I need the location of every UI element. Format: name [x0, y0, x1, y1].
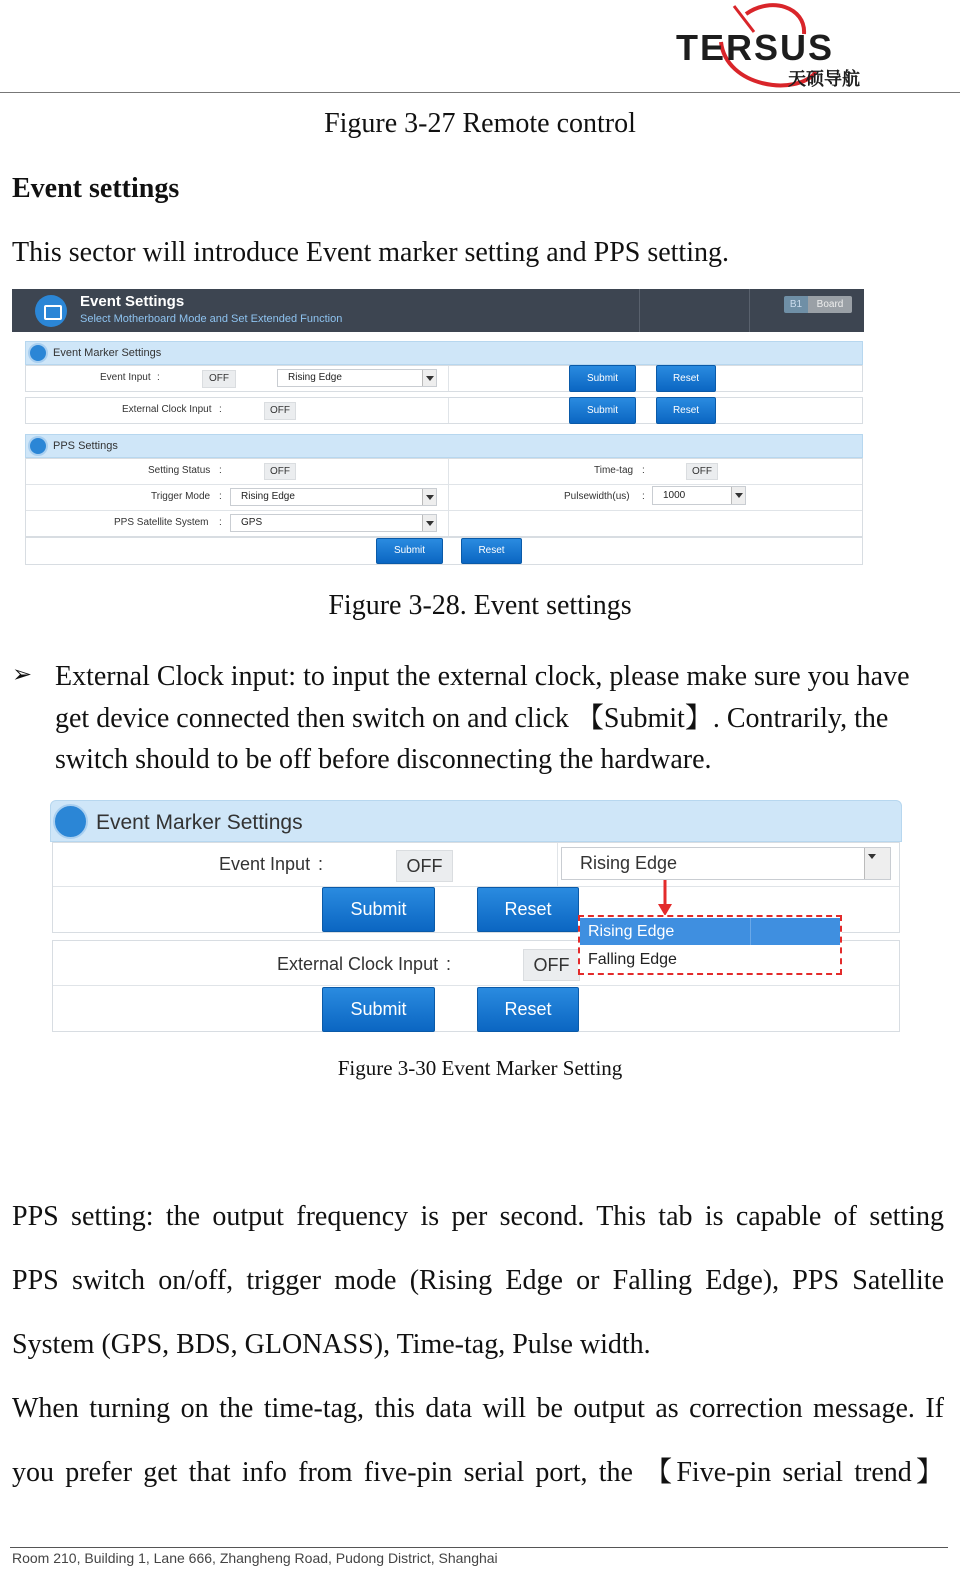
event-marker-settings-title: Event Marker Settings	[96, 811, 303, 834]
external-clock-submit-button[interactable]: Submit	[569, 397, 636, 424]
timetag-label: Time-tag	[594, 465, 634, 476]
chevron-down-icon[interactable]	[422, 370, 436, 386]
edge-options-dropdown	[578, 915, 842, 975]
external-clock-toggle[interactable]: OFF	[264, 402, 296, 420]
footer-divider	[10, 1547, 948, 1548]
timetag-paragraph-line-2: you prefer get that info from five-pin serial port, the 【Five-pin serial trend】	[12, 1457, 944, 1488]
event-edge-select[interactable]: Rising Edge	[561, 847, 891, 880]
logo-chinese-text: 天硕导航	[788, 69, 860, 90]
gear-icon	[28, 436, 48, 456]
event-input-submit-button[interactable]: Submit	[322, 887, 435, 932]
option-rising-edge[interactable]: Rising Edge	[580, 918, 840, 945]
pps-submit-button[interactable]: Submit	[376, 538, 443, 564]
header-divider	[0, 92, 960, 93]
event-settings-screenshot: Event Settings Select Motherboard Mode and Set Extended Function B1 Board Event Marker Settings Event Input : OFF Rising Edge Submit Reset External Clock Input : OFF Submit Reset PPS Settings Setting Status : OFF Time-tag : OFF Trigger Mode : Rising Edge Pulsewidth(us) : 1000 PPS Satellite System : GPS Submit Reset	[12, 289, 864, 569]
trigger-mode-select[interactable]: Rising Edge	[230, 488, 437, 506]
section-heading: Event settings	[12, 173, 180, 204]
bullet-line-2: get device connected then switch on and click 【Submit】. Contrarily, the	[55, 703, 889, 734]
intro-paragraph: This sector will introduce Event marker setting and PPS setting.	[12, 237, 729, 268]
pps-paragraph-line-2: PPS switch on/off, trigger mode (Rising Edge or Falling Edge), PPS Satellite	[12, 1265, 944, 1296]
event-marker-settings-title: Event Marker Settings	[53, 347, 162, 359]
wrench-icon	[53, 804, 88, 839]
chevron-down-icon[interactable]	[731, 487, 745, 504]
event-input-submit-button[interactable]: Submit	[569, 365, 636, 392]
bullet-line-1: External Clock input: to input the external clock, please make sure you have	[55, 661, 910, 692]
trigger-mode-label: Trigger Mode	[151, 491, 211, 502]
setting-status-label: Setting Status	[148, 465, 211, 476]
event-input-toggle[interactable]: OFF	[202, 370, 236, 388]
pps-section-header	[25, 434, 863, 458]
event-marker-screenshot: Event Marker Settings Event Input : OFF Rising Edge Submit Reset External Clock Input : OFF Submit Reset	[50, 800, 902, 1042]
event-input-toggle[interactable]: OFF	[396, 850, 453, 882]
external-clock-reset-button[interactable]: Reset	[656, 397, 716, 424]
event-input-label: Event Input	[100, 372, 151, 383]
bullet-arrow-icon: ➢	[12, 662, 33, 688]
footer-address: Room 210, Building 1, Lane 666, Zhangheng Road, Pudong District, Shanghai	[12, 1550, 498, 1566]
b1-badge[interactable]: B1	[784, 296, 808, 313]
event-input-reset-button[interactable]: Reset	[656, 365, 716, 392]
event-settings-title: Event Settings	[80, 293, 185, 310]
pps-actions-row	[25, 537, 863, 565]
external-clock-reset-button[interactable]: Reset	[477, 987, 579, 1032]
setting-status-toggle[interactable]: OFF	[264, 463, 296, 480]
event-input-reset-button[interactable]: Reset	[477, 887, 579, 932]
pps-satellite-system-label: PPS Satellite System	[114, 517, 209, 528]
external-clock-input-label: External Clock Input	[277, 954, 439, 974]
figure-caption-3-27: Figure 3-27 Remote control	[324, 108, 636, 139]
pps-settings-title: PPS Settings	[53, 440, 118, 452]
figure-caption-3-30: Figure 3-30 Event Marker Setting	[337, 1056, 623, 1080]
pulsewidth-select[interactable]: 1000	[652, 486, 746, 505]
timetag-toggle[interactable]: OFF	[686, 463, 718, 480]
timetag-paragraph-line-1: When turning on the time-tag, this data will be output as correction message. If	[12, 1393, 944, 1424]
bullet-line-3: switch should to be off before disconnecting the hardware.	[55, 744, 712, 775]
figure-caption-3-28: Figure 3-28. Event settings	[328, 590, 632, 621]
event-input-label: Event Input	[219, 854, 311, 874]
logo-text: TERSUS	[676, 27, 835, 68]
wrench-icon	[28, 343, 48, 363]
chevron-down-icon[interactable]	[864, 848, 890, 879]
external-clock-toggle[interactable]: OFF	[523, 949, 580, 981]
event-settings-subtitle: Select Motherboard Mode and Set Extended Function	[80, 313, 343, 325]
pps-paragraph-line-1: PPS setting: the output frequency is per second. This tab is capable of setting	[12, 1201, 944, 1232]
chevron-down-icon[interactable]	[422, 489, 436, 505]
pulsewidth-label: Pulsewidth(us)	[564, 491, 630, 502]
event-edge-select[interactable]: Rising Edge	[277, 369, 437, 387]
option-falling-edge[interactable]: Falling Edge	[588, 951, 677, 968]
chevron-down-icon[interactable]	[422, 515, 436, 531]
window-icon	[35, 295, 67, 327]
tersus-logo	[676, 2, 876, 92]
pps-reset-button[interactable]: Reset	[461, 538, 522, 564]
pps-satellite-select[interactable]: GPS	[230, 514, 437, 532]
external-clock-input-label: External Clock Input	[122, 404, 212, 415]
red-arrow-icon	[655, 878, 675, 918]
pps-paragraph-line-3: System (GPS, BDS, GLONASS), Time-tag, Pulse width.	[12, 1329, 651, 1360]
external-clock-submit-button[interactable]: Submit	[322, 987, 435, 1032]
board-badge[interactable]: Board	[808, 296, 852, 313]
